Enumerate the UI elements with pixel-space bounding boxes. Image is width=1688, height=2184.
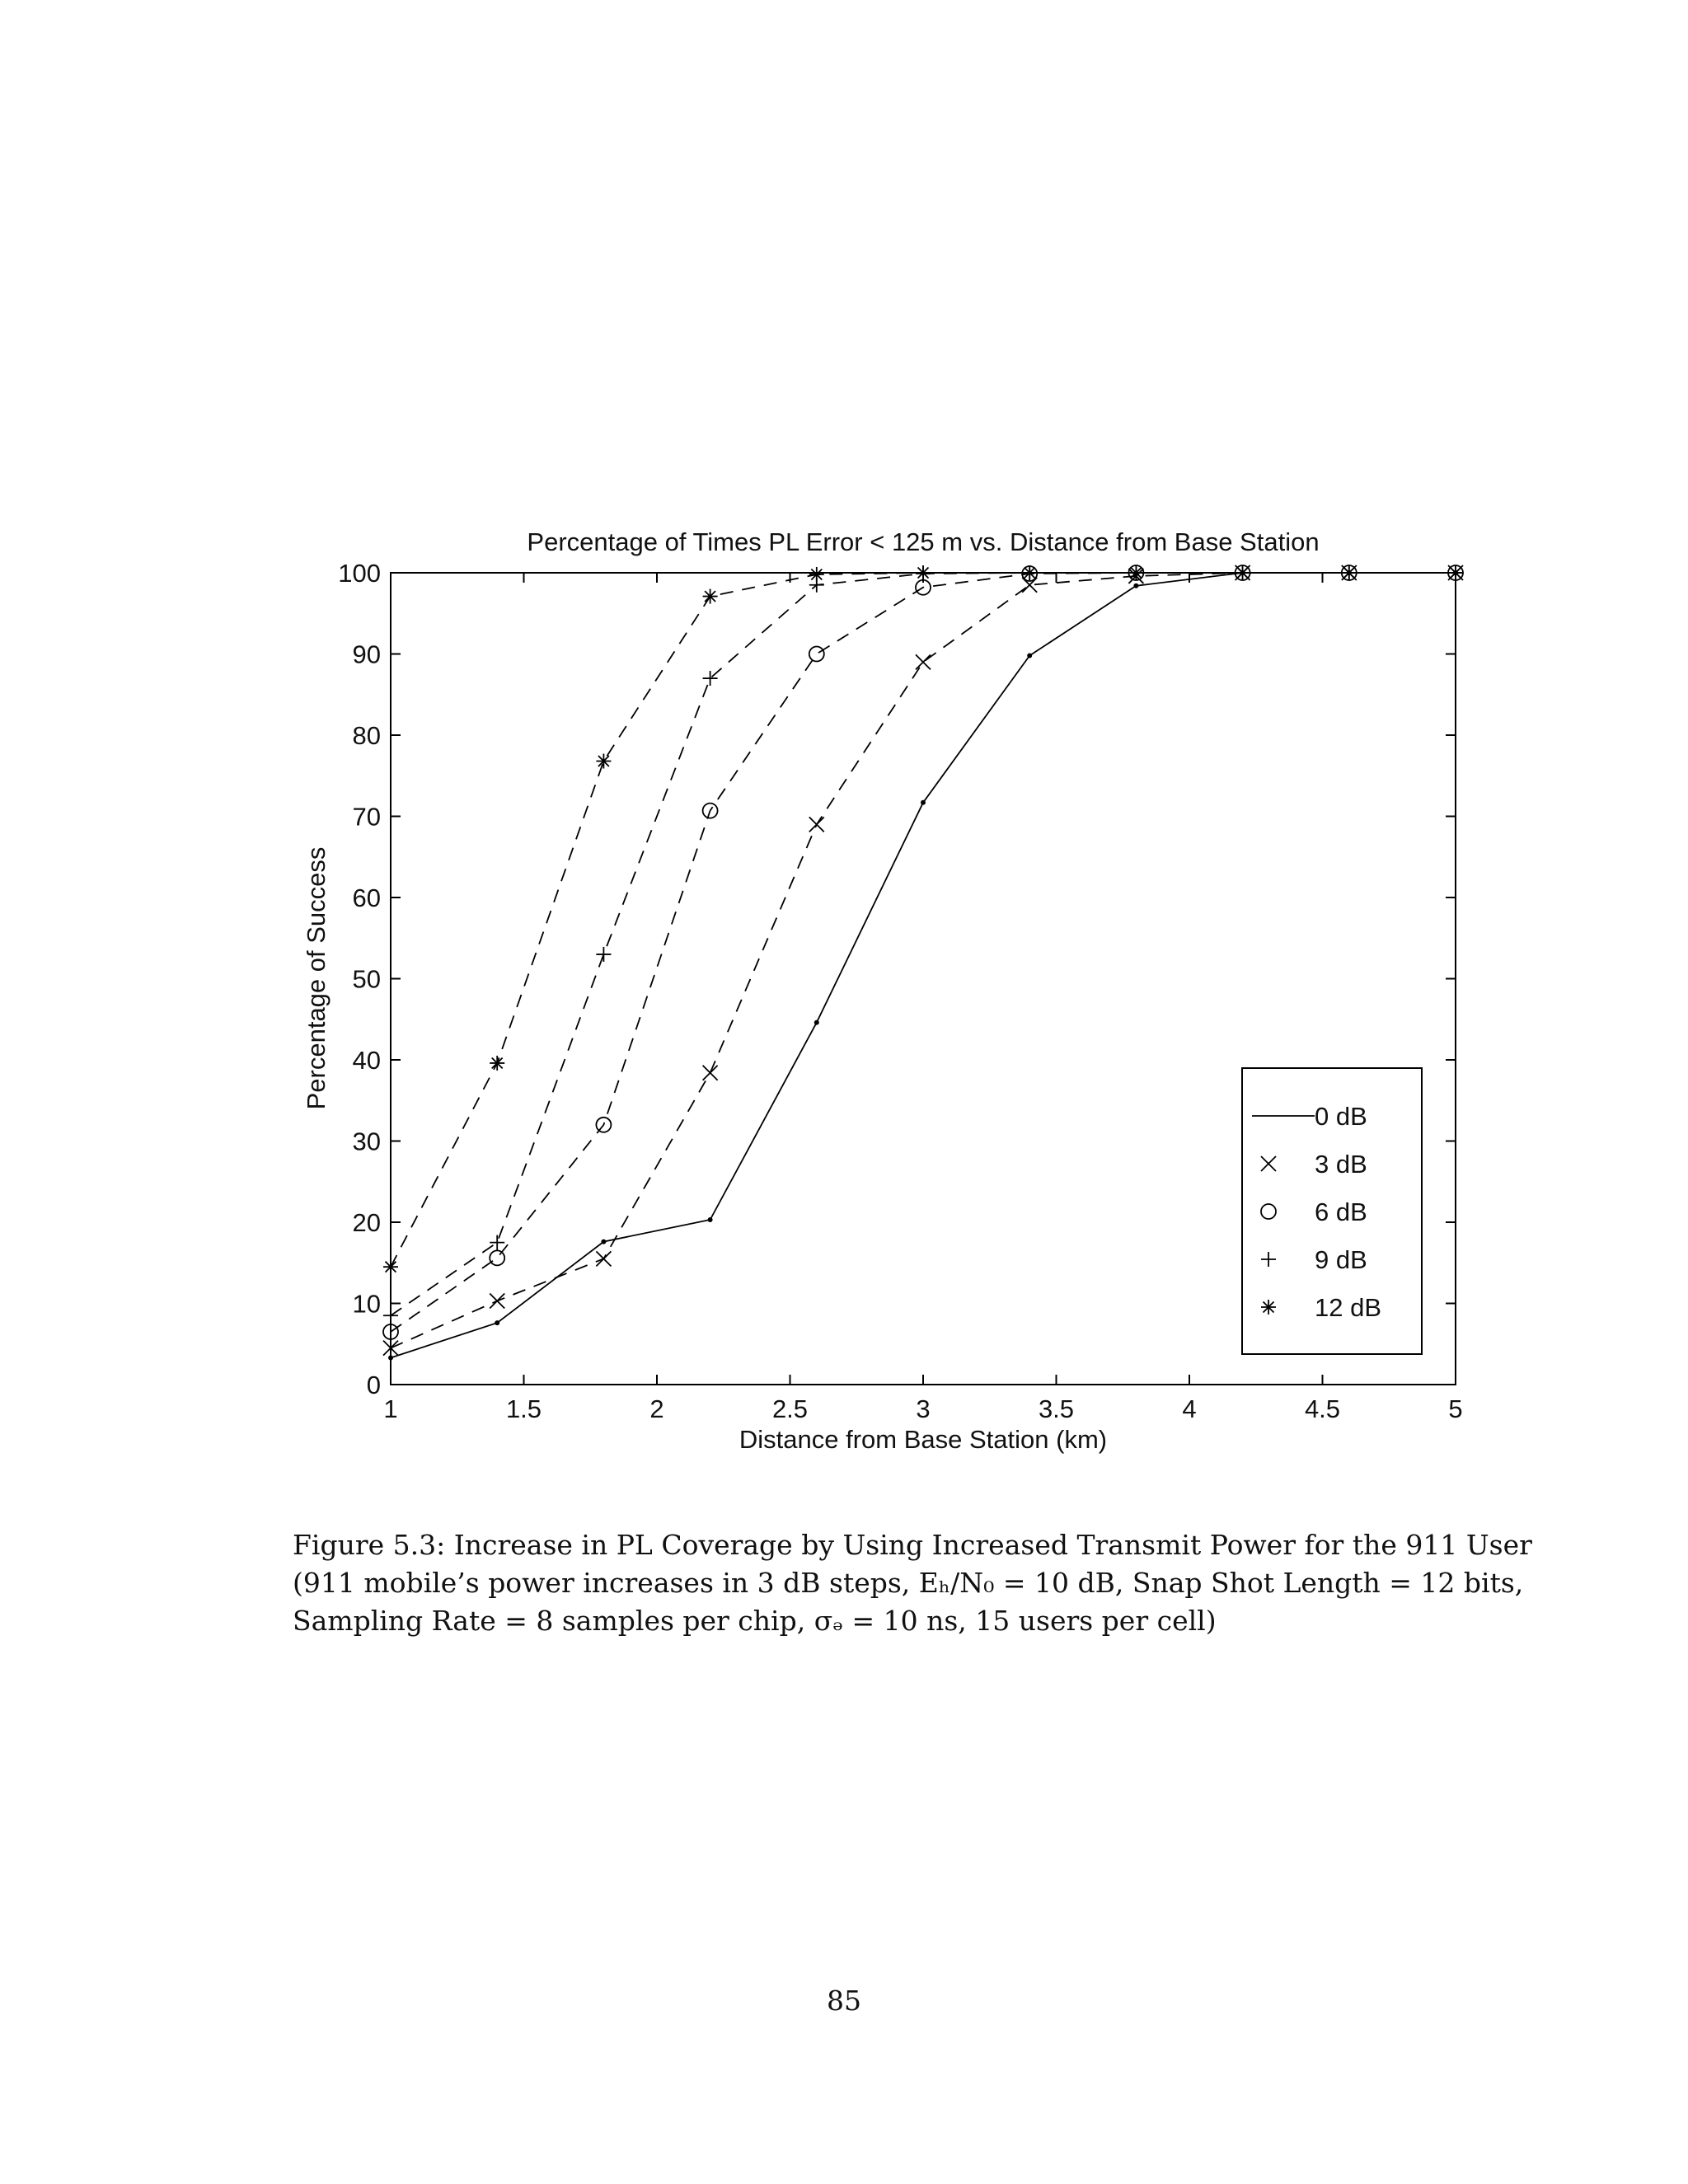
x-axis-label: Distance from Base Station (km) — [738, 1425, 1108, 1454]
data-point-dot-marker — [1133, 583, 1138, 588]
y-tick-label: 90 — [352, 640, 381, 669]
data-point-dot-marker — [814, 1020, 819, 1025]
y-tick-label: 50 — [352, 964, 381, 994]
y-tick-label: 30 — [352, 1127, 381, 1156]
x-tick-label: 5 — [1448, 1394, 1463, 1423]
x-tick-label: 1.5 — [505, 1394, 542, 1423]
x-tick-label: 4 — [1182, 1394, 1197, 1423]
data-point-circle-marker-shape — [809, 647, 824, 662]
y-tick-label: 0 — [366, 1371, 381, 1399]
data-point-x-marker — [916, 654, 931, 669]
data-point-asterisk-marker — [703, 589, 718, 604]
legend-label: 0 dB — [1315, 1102, 1367, 1131]
data-point-dot-marker — [708, 1217, 713, 1222]
data-point-dot-marker-shape — [1027, 653, 1032, 658]
y-tick-label: 80 — [352, 721, 381, 750]
y-tick-label: 10 — [352, 1289, 381, 1319]
figure-caption — [293, 1526, 1532, 1640]
caption-line-3: Sampling Rate = 8 samples per chip, σₔ = 10 ns, 15 users per cell) — [293, 1605, 1217, 1637]
legend-label: 12 dB — [1315, 1293, 1382, 1322]
y-tick-label: 100 — [338, 559, 381, 588]
data-point-dot-marker-shape — [601, 1240, 606, 1244]
caption-line-2: (911 mobile’s power increases in 3 dB steps, Eₕ/N₀ = 10 dB, Snap Shot Length = 12 bits, — [293, 1567, 1524, 1599]
y-tick-label: 70 — [352, 802, 381, 832]
x-tick-label: 3 — [916, 1394, 931, 1423]
data-point-dot-marker-shape — [814, 1020, 819, 1025]
legend-asterisk-marker — [1261, 1300, 1276, 1315]
data-point-asterisk-marker — [490, 1056, 504, 1071]
data-point-dot-marker — [921, 800, 926, 805]
caption-line-1: Figure 5.3: Increase in PL Coverage by Using Increased Transmit Power for the 911 User — [293, 1529, 1532, 1561]
y-tick-label: 20 — [352, 1208, 381, 1237]
data-point-plus-marker — [490, 1235, 504, 1250]
data-point-x-marker — [596, 1251, 611, 1266]
x-tick-label: 3.5 — [1038, 1394, 1075, 1423]
data-point-asterisk-marker — [809, 567, 824, 582]
legend-label: 3 dB — [1315, 1150, 1367, 1179]
data-point-circle-marker-shape — [490, 1250, 504, 1265]
data-point-circle-marker — [809, 647, 824, 662]
y-axis-label: Percentage of Success — [302, 846, 331, 1110]
data-point-dot-marker — [1027, 653, 1032, 658]
x-tick-label: 1 — [383, 1394, 398, 1423]
data-point-circle-marker — [490, 1250, 504, 1265]
data-point-plus-marker — [596, 947, 611, 962]
data-point-x-marker — [809, 817, 824, 832]
x-tick-label: 2 — [649, 1394, 664, 1423]
data-point-dot-marker-shape — [921, 800, 926, 805]
x-tick-label: 4.5 — [1304, 1394, 1341, 1423]
data-point-dot-marker-shape — [495, 1320, 499, 1325]
data-point-x-marker — [490, 1294, 504, 1309]
legend — [1242, 1068, 1422, 1354]
y-tick-label: 60 — [352, 883, 381, 912]
legend-label: 9 dB — [1315, 1245, 1367, 1274]
y-tick-label: 40 — [352, 1046, 381, 1075]
x-tick-label: 2.5 — [771, 1394, 809, 1423]
page-number: 85 — [827, 1985, 861, 2017]
data-point-asterisk-marker — [596, 754, 611, 769]
chart-title: Percentage of Times PL Error < 125 m vs. Distance from Base Station — [527, 527, 1320, 556]
data-point-dot-marker — [601, 1240, 606, 1244]
data-point-x-marker — [703, 1066, 718, 1080]
legend-label: 6 dB — [1315, 1197, 1367, 1226]
data-point-dot-marker-shape — [708, 1217, 713, 1222]
data-point-dot-marker-shape — [1133, 583, 1138, 588]
data-point-dot-marker — [495, 1320, 499, 1325]
